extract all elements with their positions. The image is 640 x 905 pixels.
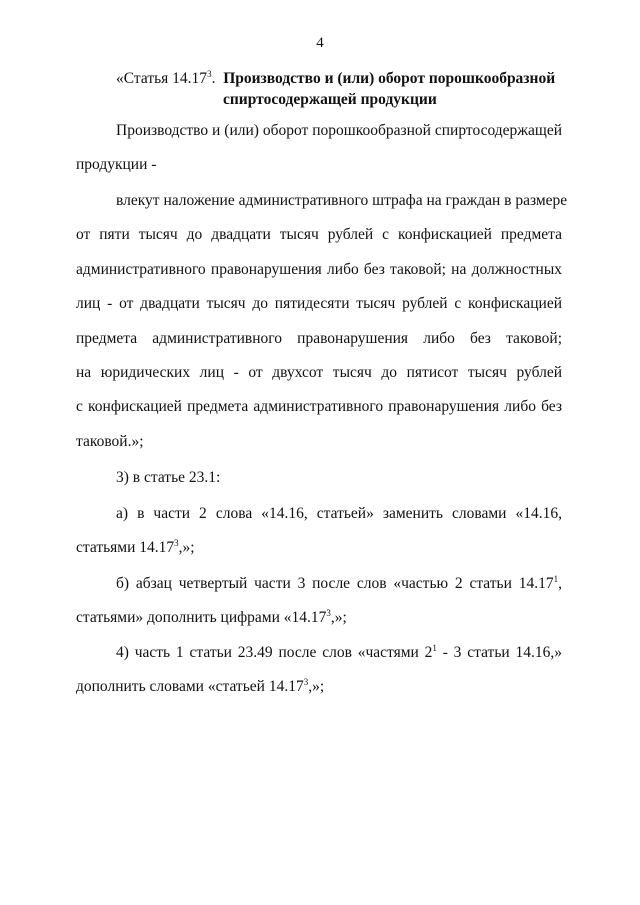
text-part: дополнить словами «статьей 14.17 <box>76 678 304 696</box>
text-line: 3) в статье 23.1: <box>116 469 221 486</box>
superscript: 3 <box>303 677 309 688</box>
text-line: с конфискацией предмета административного правонарушения либо без <box>76 398 562 416</box>
text-line <box>76 601 562 635</box>
article-label-superscript: 3 <box>207 69 212 79</box>
paragraph-item-3a <box>76 497 562 566</box>
text-line <box>76 670 562 704</box>
text-line <box>76 636 562 670</box>
paragraph-item-3b <box>76 567 562 636</box>
text-line: Производство и (или) оборот порошкообразной спиртосодержащей <box>116 122 562 139</box>
page-number: 4 <box>316 35 324 51</box>
article-label: Статья 14.17 <box>123 70 208 87</box>
text-line: продукции - <box>76 156 157 174</box>
text-line <box>76 531 562 565</box>
paragraph-subject <box>76 114 562 183</box>
superscript: 1 <box>553 574 559 584</box>
text-part: , <box>558 575 562 592</box>
text-part: ,»; <box>308 678 325 696</box>
article-label-end: . <box>211 70 216 87</box>
text-line: таковой.»; <box>76 432 144 450</box>
text-part: статьями 14.17 <box>76 539 175 557</box>
text-line: лиц - от двадцати тысяч до пятидесяти тысяч рублей с конфискацией <box>76 295 562 313</box>
text-line: предмета административного правонарушения либо без таковой; <box>76 329 562 347</box>
paragraph-penalties <box>76 184 568 459</box>
article-heading <box>116 68 586 110</box>
article-title-line-1: Производство и (или) оборот порошкообразной <box>223 70 556 87</box>
text-part: 4) часть 1 статьи 23.49 после слов «частями 2 <box>116 644 433 661</box>
text-part: ,»; <box>330 609 347 627</box>
superscript: 3 <box>326 608 331 619</box>
text-line: административного правонарушения либо без таковой; на должностных <box>76 260 562 278</box>
superscript: 3 <box>174 538 179 549</box>
paragraph-item-3 <box>76 461 562 495</box>
paragraph-item-4 <box>76 636 562 705</box>
text-part: ,»; <box>178 539 195 557</box>
open-quote: « <box>116 70 124 87</box>
article-title-line-2: спиртосодержащей продукции <box>223 91 437 108</box>
text-part: статьями» дополнить цифрами «14.17 <box>76 609 327 627</box>
text-line: от пяти тысяч до двадцати тысяч рублей с конфискацией предмета <box>76 226 562 244</box>
superscript: 1 <box>432 643 437 653</box>
text-line: влекут наложение административного штрафа на граждан в размере <box>116 192 568 209</box>
text-part: - 3 статьи 14.16,» <box>436 644 563 661</box>
text-line: на юридических лиц - от двухсот тысяч до пятисот тысяч рублей <box>76 364 562 382</box>
text-line: а) в части 2 слова «14.16, статьей» заменить словами «14.16, <box>116 505 562 522</box>
text-line <box>76 567 562 601</box>
article-heading-line-1 <box>116 68 586 89</box>
text-part: б) абзац четвертый части 3 после слов «частью 2 статьи 14.17 <box>116 575 554 592</box>
